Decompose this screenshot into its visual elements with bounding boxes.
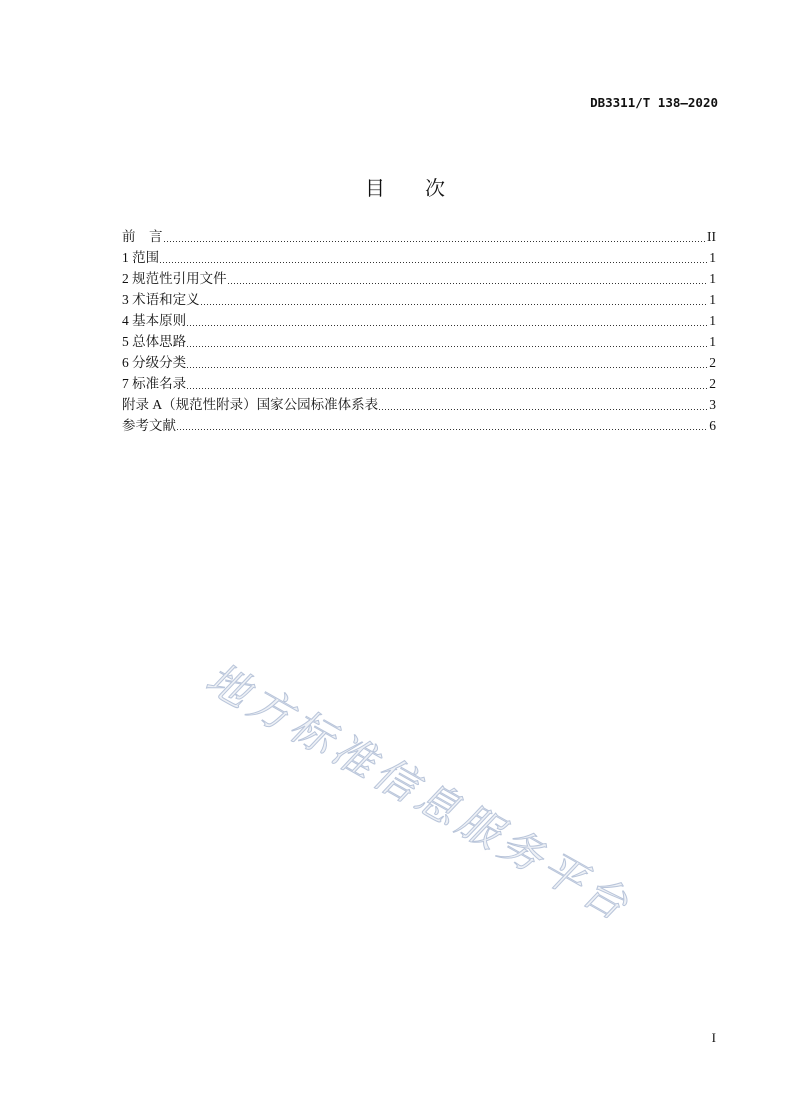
toc-dot-leader [379,409,708,410]
toc-entry [122,269,716,290]
toc-dot-leader [228,283,709,284]
toc-entry-label: 2 规范性引用文件 [122,271,227,287]
toc-entry [122,311,716,332]
toc-dot-leader [187,367,708,368]
toc-entry-label: 5 总体思路 [122,333,187,349]
toc-entry [122,290,716,311]
toc-entry [122,374,716,395]
toc-entry-label: 前 言 [122,229,163,245]
toc-dot-leader [187,346,708,347]
toc-entry-label: 1 范围 [122,250,160,266]
toc-entry-label: 附录 A（规范性附录）国家公园标准体系表 [122,396,379,412]
toc-entry-page: II [707,229,716,245]
toc-dot-leader [187,325,708,326]
toc-entry-page: 3 [709,396,716,412]
toc-dot-leader [201,304,709,305]
toc-entry-page: 1 [709,313,716,329]
toc-entry [122,248,716,269]
toc-entry-page: 6 [709,417,716,433]
toc-entry-page: 1 [709,333,716,349]
toc-entry-page: 2 [709,354,716,370]
toc-dot-leader [160,262,708,263]
toc-entry [122,332,716,353]
watermark: 地方标准信息服务平台 [198,653,641,932]
document-code: DB3311/T 138—2020 [590,95,718,110]
toc-entry-page: 2 [709,375,716,391]
page-number: I [711,1030,716,1045]
toc-entry-page: 1 [709,250,716,266]
toc-entry [122,228,716,249]
toc-entry-label: 4 基本原则 [122,313,187,329]
toc-title: 目 次 [365,176,445,200]
toc-dot-leader [187,388,708,389]
table-of-contents [122,228,716,437]
toc-entry-page: 1 [709,292,716,308]
toc-entry-label: 7 标准名录 [122,375,187,391]
toc-entry [122,353,716,374]
toc-entry-page: 1 [709,271,716,287]
toc-dot-leader [164,241,707,242]
toc-entry-label: 参考文献 [122,417,176,433]
toc-entry-label: 3 术语和定义 [122,292,200,308]
toc-entry-label: 6 分级分类 [122,354,187,370]
toc-entry [122,416,716,437]
toc-dot-leader [177,429,708,430]
toc-entry [122,395,716,416]
